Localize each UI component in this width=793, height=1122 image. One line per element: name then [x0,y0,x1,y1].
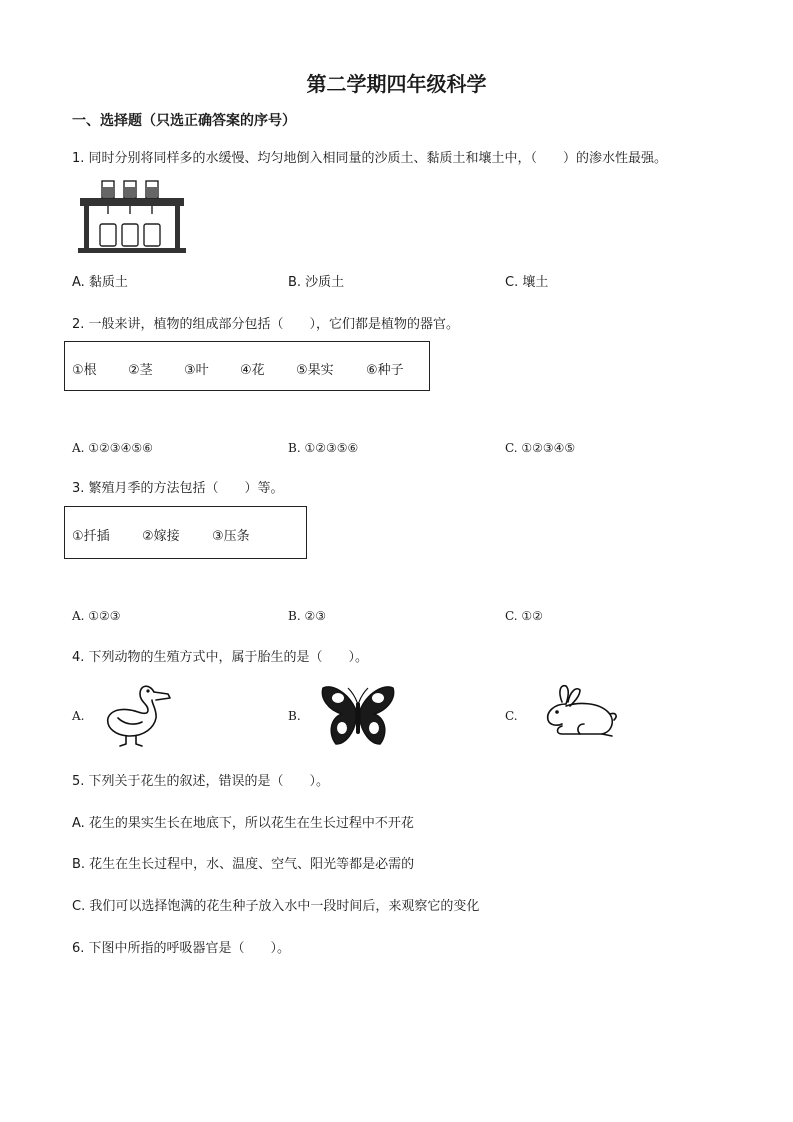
q3-choices-box [64,506,307,559]
q5-option-c: C. 我们可以选择饱满的花生种子放入水中一段时间后，来观察它的变化 [72,899,480,914]
q2-choice: ④花 [240,363,265,378]
butterfly-icon [320,684,396,748]
q5-option-a: A. 花生的果实生长在地底下，所以花生在生长过程中不开花 [72,816,414,831]
q1-option-c: C. 壤土 [505,275,549,290]
q2-option-c: C. ①②③④⑤ [505,441,576,455]
q2-choice: ②茎 [128,363,153,378]
funnel-rack-illustration [78,178,188,254]
q1-option-a: A. 黏质土 [72,275,128,290]
q2-choice: ③叶 [184,363,209,378]
q2-choice: ①根 [72,363,97,378]
q3-option-c: C. ①② [505,609,543,623]
rabbit-icon [540,684,618,742]
section-heading: 一、选择题（只选正确答案的序号） [72,113,296,129]
q4-option-b-label: B. [288,709,301,723]
duck-icon [104,680,176,750]
q4-option-c-label: C. [505,709,518,723]
q2-choice: ⑤果实 [296,363,334,378]
q3-choice: ①扦插 [72,529,110,544]
q5-option-b: B. 花生在生长过程中，水、温度、空气、阳光等都是必需的 [72,857,415,872]
q3-choice: ③压条 [212,529,250,544]
q3-option-b: B. ②③ [288,609,326,623]
question-1-text: 1. 同时分别将同样多的水缓慢、均匀地倒入相同量的沙质土、黏质土和壤土中，（ ）的渗水性最强。 [72,151,668,166]
question-6-text: 6. 下图中所指的呼吸器官是（ ）。 [72,941,291,956]
q2-option-b: B. ①②③⑤⑥ [288,441,359,455]
page-title: 第二学期四年级科学 [306,72,487,96]
q2-option-a: A. ①②③④⑤⑥ [72,441,153,455]
q4-option-a-label: A. [72,709,85,723]
q1-option-b: B. 沙质土 [288,275,345,290]
q3-choice: ②嫁接 [142,529,180,544]
question-3-text: 3. 繁殖月季的方法包括（ ）等。 [72,481,284,496]
q2-choices-box [64,341,430,391]
q3-option-a: A. ①②③ [72,609,121,623]
q2-choice: ⑥种子 [366,363,404,378]
question-4-text: 4. 下列动物的生殖方式中，属于胎生的是（ ）。 [72,650,369,665]
question-2-text: 2. 一般来讲，植物的组成部分包括（ ），它们都是植物的器官。 [72,317,460,332]
question-5-text: 5. 下列关于花生的叙述，错误的是（ ）。 [72,774,330,789]
